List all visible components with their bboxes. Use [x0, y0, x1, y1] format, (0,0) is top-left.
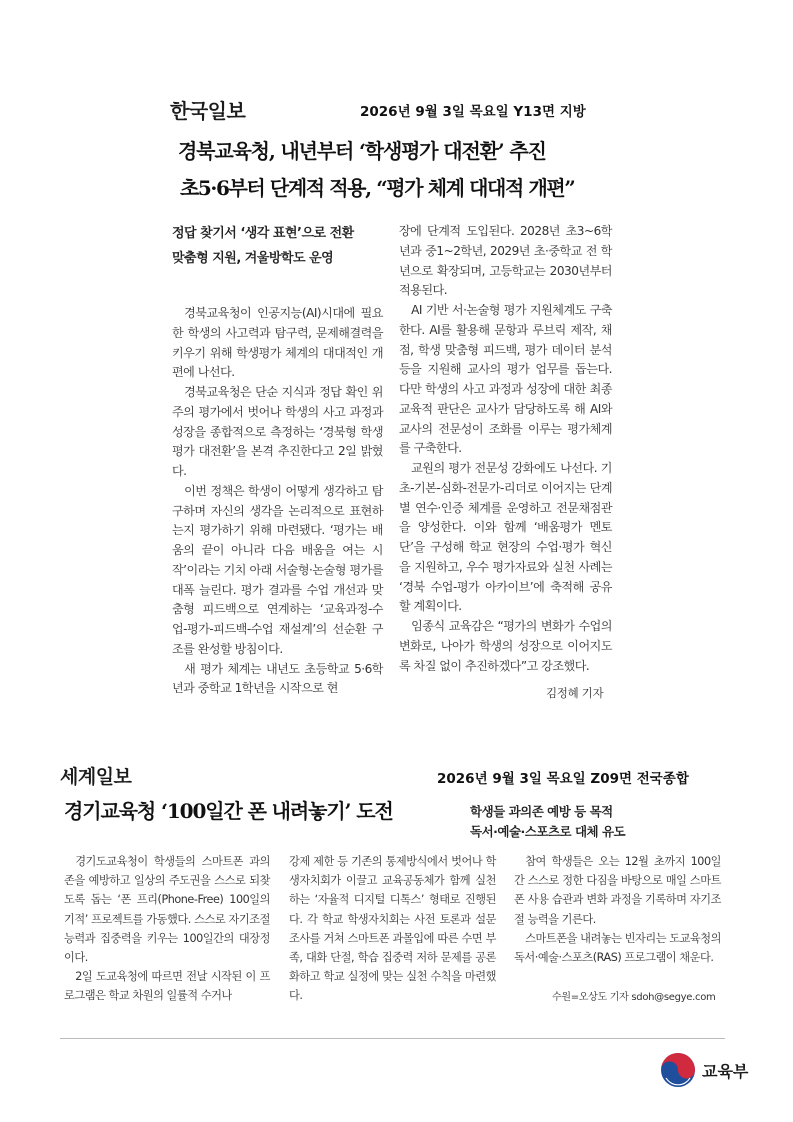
masthead-hankook: 한국일보 — [170, 99, 246, 123]
paragraph: 2일 도교육청에 따르면 전날 시작된 이 프로그램은 학교 차원의 일률적 수거나 — [64, 970, 270, 1003]
paragraph: 참여 학생들은 오는 12월 초까지 100일 간 스스로 정한 다짐을 바탕으로 매일 스마트폰 사용 습관과 변화 과정을 기록하며 자기조절 능력을 기른다. — [514, 855, 721, 926]
paragraph: 강제 제한 등 기존의 통제방식에서 벗어나 학생자치회가 이끌고 교육공동체가 함께 실천하는 ‘자율적 디지털 디톡스’ 형태로 진행된다. 각 학교 학생자치회는 사전 토론과 설문조사를 거쳐 스마트폰 과몰입에 따른 수면 부족, 대화 단절, 학습 집중력 저하 문제를 공론화하고 학교 실정에 맞는 실천 수칙을 마련했다. — [289, 855, 496, 1003]
ministry-name: 교육부 — [702, 1062, 749, 1081]
paragraph: 교원의 평가 전문성 강화에도 나선다. 기초-기본-심화-전문가-리더로 이어지는 단계별 연수·인증 체계를 운영하고 전문채점관을 양성한다. 이와 함께 ‘배움평가 멘토단’을 구성해 학교 현장의 수업·평가 혁신을 지원하고, 우수 평가자료와 실천 사례는 ‘경북 수업-평가 아카이브’에 축적해 공유할 계획이다. — [399, 461, 612, 614]
paragraph: 이번 정책은 학생이 어떻게 생각하고 탐구하며 자신의 생각을 논리적으로 표현하는지 평가하기 위해 마련됐다. ‘평가는 배움의 끝이 아니라 다음 배움을 여는 시작’이라는 기치 아래 서술형·논술형 평가를 대폭 늘린다. 평가 결과를 수업 개선과 맞춤형 피드백으로 연계하는 ‘교육과정-수업-평가-피드백-수업 재설계’의 선순환 구조를 완성할 방침이다. — [172, 483, 383, 656]
footer-divider — [60, 1038, 725, 1039]
subhead-1: 정답 찾기서 ‘생각 표현’으로 전환 — [172, 226, 354, 241]
paragraph: 경기도교육청이 학생들의 스마트폰 과의존을 예방하고 일상의 주도권을 스스로 되찾도록 돕는 ‘폰 프리(Phone-Free) 100일의 기적’ 프로젝트를 가동했다. 스스로 자기조절 능력과 집중력을 키우는 100일간의 대장정이다. — [64, 855, 270, 965]
article1-right-column — [399, 222, 612, 676]
paragraph: 경북교육청은 단순 지식과 정답 확인 위주의 평가에서 벗어나 학생의 사고 과정과 성장을 종합적으로 측정하는 ‘경북형 학생평가 대전환’을 본격 추진한다고 2일 밝혔다. — [172, 385, 383, 478]
paragraph: 새 평가 체계는 내년도 초등학교 5·6학년과 중학교 1학년을 시작으로 현 — [172, 661, 383, 696]
paragraph: AI 기반 서·논술형 평가 지원체계도 구축한다. AI를 활용해 문항과 루브릭 제작, 채점, 학생 맞춤형 피드백, 평가 데이터 분석 등을 지원해 교사의 평가 업무를 돕는다. 다만 학생의 사고 과정과 성장에 대한 최종 교육적 판단은 교사가 담당하도록 해 AI와 교사의 전문성이 조화를 이루는 평가체계를 구축한다. — [399, 303, 612, 456]
paragraph: 경북교육청이 인공지능(AI)시대에 필요한 학생의 사고력과 탐구력, 문제해결력을 키우기 위해 학생평가 체계의 대대적인 개편에 나선다. — [172, 306, 383, 380]
headline-line1: 경북교육청, 내년부터 ‘학생평가 대전환’ 추진 — [178, 139, 546, 163]
masthead-segye: 세계일보 — [60, 766, 132, 788]
taegeuk-icon — [660, 1052, 696, 1088]
dateline-hankook: 2026년 9월 3일 목요일 Y13면 지방 — [360, 104, 586, 120]
headline-segye: 경기교육청 ‘100일간 폰 내려놓기’ 도전 — [64, 799, 393, 823]
paragraph: 스마트폰을 내려놓는 빈자리는 도교육청의 독서·예술·스포츠(RAS) 프로그램이 채운다. — [514, 931, 721, 965]
subhead-segye-2: 독서·예술·스포츠로 대체 유도 — [470, 824, 626, 839]
subhead-segye-1: 학생들 과의존 예방 등 목적 — [470, 804, 613, 819]
paragraph: 장에 단계적 도입된다. 2028년 초3~6학년과 중1~2학년, 2029년 초·중학교 전 학년으로 확장되며, 고등학교는 2030년부터 적용된다. — [399, 224, 612, 298]
byline-hankook: 김정혜 기자 — [546, 686, 604, 700]
subhead-2: 맞춤형 지원, 겨울방학도 운영 — [172, 251, 334, 266]
article1-left-column — [172, 304, 383, 699]
article2-column-3 — [514, 852, 721, 967]
article2-column-1 — [64, 852, 270, 1006]
headline-line2: 초5·6부터 단계적 적용, “평가 체계 대대적 개편” — [180, 176, 575, 200]
article2-column-2 — [289, 852, 496, 1006]
dateline-segye: 2026년 9월 3일 목요일 Z09면 전국종합 — [437, 771, 689, 787]
paragraph: 임종식 교육감은 “평가의 변화가 수업의 변화로, 나아가 학생의 성장으로 이어지도록 차질 없이 추진하겠다”고 강조했다. — [399, 619, 612, 673]
byline-segye: 수원=오상도 기자 sdoh@segye.com — [552, 992, 716, 1003]
ministry-logo — [660, 1050, 760, 1090]
